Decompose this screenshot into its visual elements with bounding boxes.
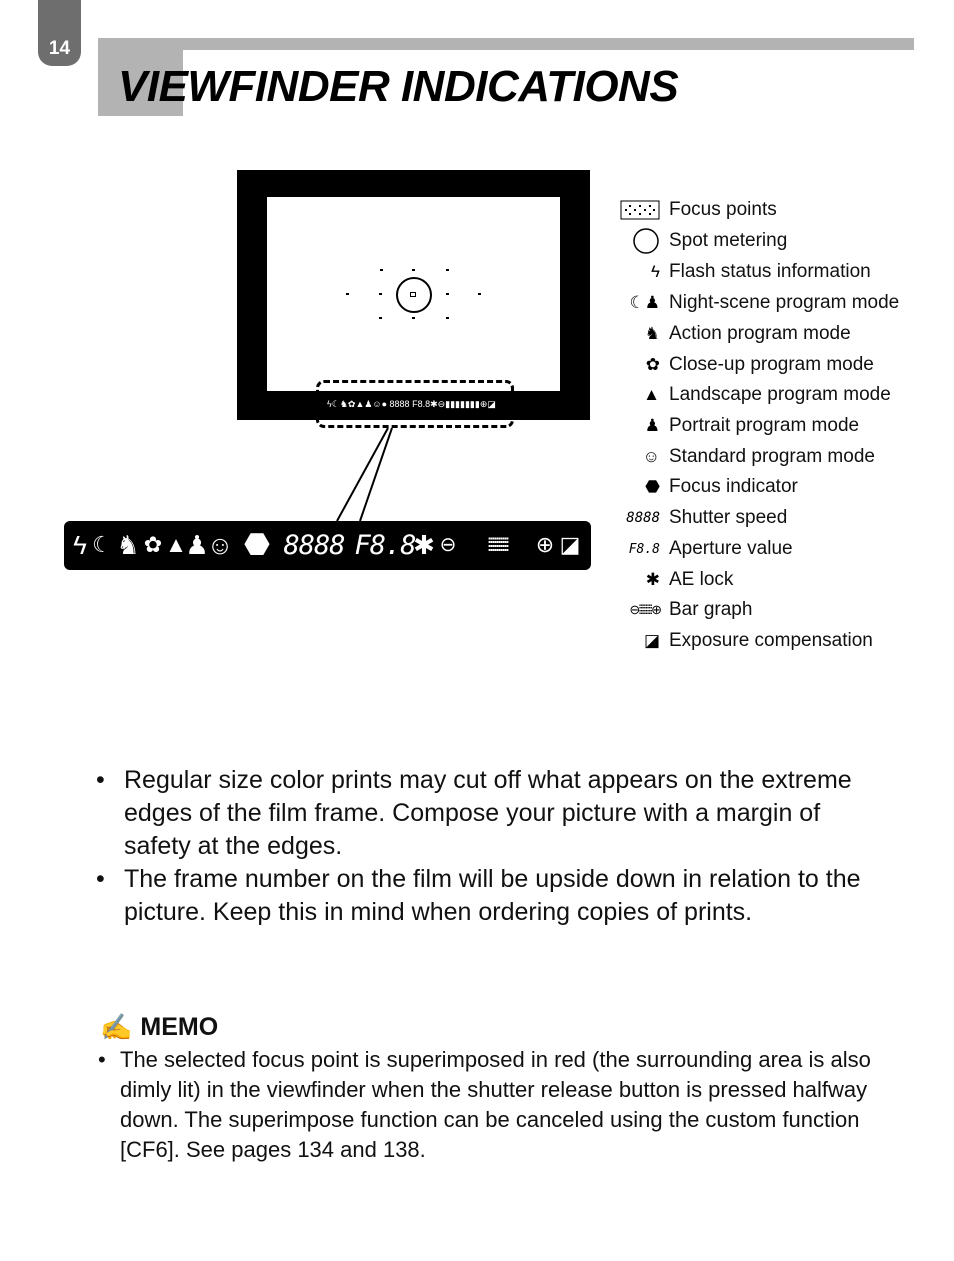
- legend-item: [580, 411, 950, 441]
- portrait-icon: ♟: [644, 416, 660, 435]
- note-text: The frame number on the film will be upside down in relation to the picture. Keep this in mind when ordering copies of prints.: [124, 865, 861, 926]
- legend-label: Shutter speed: [669, 507, 788, 528]
- note-text: Regular size color prints may cut off what appears on the extreme edges of the film frame. Compose your picture with a margin of safety at the edges.: [124, 766, 852, 860]
- legend-label: Night-scene program mode: [669, 292, 900, 313]
- flash-status-icon: ϟ: [651, 262, 660, 281]
- bullet-marker: •: [96, 766, 105, 794]
- bar-graph-icon: ⊖⁞⁞⁞⁞⁞⁞⁞⁞⊕: [629, 602, 660, 617]
- focus-points-icon: [620, 198, 660, 222]
- focus-indicator-icon: ⬣: [645, 477, 660, 496]
- legend-label: Portrait program mode: [669, 415, 860, 436]
- bar-graph-display: ⁞⁞⁞⁞⁞⁞⁞⁞⁞⁞: [486, 535, 507, 555]
- ae-lock-icon: ✱: [645, 570, 660, 589]
- legend-item: [580, 288, 950, 318]
- memo-text: The selected focus point is superimposed in red (the surrounding area is also dimly lit) in the viewfinder when the shutter release button is pressed halfway down. The superimpose function can be canceled using the custom function [CF6]. See pages 134 and 138.: [120, 1047, 871, 1162]
- aperture-value-icon: F8.8: [628, 541, 660, 557]
- legend-item: [580, 472, 950, 502]
- shutter-speed-icon: 8888: [626, 510, 660, 526]
- aperture-display: F8.8: [354, 529, 416, 561]
- close-up-icon: ✿: [143, 532, 163, 557]
- viewfinder-display-enlarged: [64, 521, 591, 570]
- standard-icon: ☺: [206, 530, 234, 560]
- note-item: [96, 863, 876, 929]
- bullet-marker: •: [96, 865, 105, 893]
- legend-label: Focus points: [669, 199, 777, 220]
- memo-title: MEMO: [140, 1013, 219, 1041]
- shutter-speed-display: 8888: [283, 529, 345, 561]
- legend-label: Bar graph: [669, 599, 753, 620]
- legend-label: Spot metering: [669, 230, 788, 251]
- memo-heading: [100, 1012, 218, 1043]
- bullet-marker: •: [98, 1047, 106, 1072]
- legend-item: [580, 595, 950, 625]
- page-number: 14: [48, 38, 71, 59]
- night-scene-icon: ☾♟: [629, 293, 660, 312]
- legend-label: Action program mode: [669, 323, 851, 344]
- plus-icon: ⊕: [535, 532, 555, 557]
- legend-label: Aperture value: [669, 538, 793, 559]
- exposure-compensation-icon: ◪: [559, 532, 581, 557]
- legend-label: Close-up program mode: [669, 354, 874, 375]
- exposure-compensation-icon: ◪: [643, 631, 660, 650]
- legend-label: Focus indicator: [669, 476, 798, 497]
- legend-label: Flash status information: [669, 261, 871, 282]
- memo-item: [98, 1045, 888, 1165]
- legend-item: [580, 350, 950, 380]
- flash-icon: ϟ: [73, 530, 87, 560]
- legend-item: [580, 626, 950, 656]
- legend-label: Standard program mode: [669, 446, 875, 467]
- legend-item: [580, 534, 950, 564]
- legend-label: Exposure compensation: [669, 630, 873, 651]
- memo-pencil-icon: ✍: [100, 1012, 133, 1042]
- legend-item: [580, 195, 950, 225]
- legend-item: [580, 565, 950, 595]
- minus-icon: ⊖: [439, 534, 457, 556]
- action-icon: ♞: [644, 324, 660, 343]
- legend-item: [580, 226, 950, 256]
- landscape-icon: ▲: [165, 532, 187, 557]
- legend-item: [580, 380, 950, 410]
- legend-item: [580, 319, 950, 349]
- legend-label: Landscape program mode: [669, 384, 891, 405]
- legend-label: AE lock: [669, 569, 734, 590]
- legend-item: [580, 503, 950, 533]
- standard-icon: ☺: [642, 447, 660, 466]
- spot-metering-icon: [632, 229, 660, 253]
- landscape-icon: ▲: [643, 385, 660, 404]
- night-scene-icon: ☾: [92, 532, 112, 557]
- mini-display-strip: ϟ☾♞✿▲♟☺● 8888 F8.8✱⊖▮▮▮▮▮▮▮⊕◪: [327, 398, 496, 409]
- portrait-icon: ♟: [185, 530, 209, 560]
- close-up-icon: ✿: [645, 355, 660, 374]
- ae-lock-icon: ✱: [413, 530, 435, 560]
- action-icon: ♞: [116, 530, 140, 560]
- legend-item: [580, 442, 950, 472]
- legend-item: [580, 257, 950, 287]
- page-title: VIEWFINDER INDICATIONS: [118, 62, 679, 111]
- notes-list: [96, 764, 876, 929]
- note-item: [96, 764, 876, 863]
- focus-indicator-icon: ⬣: [243, 528, 271, 561]
